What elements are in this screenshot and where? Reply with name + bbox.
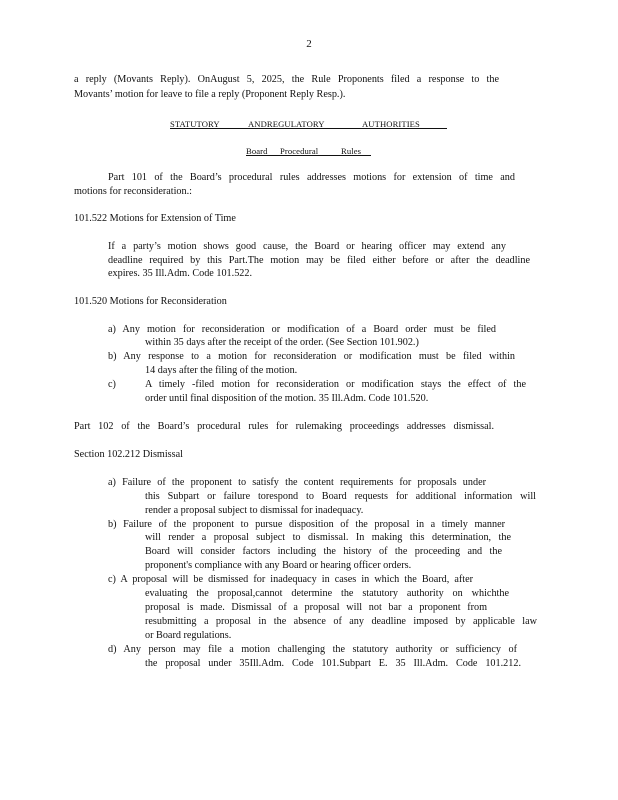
- heading-word-andregulatory: ANDREGULATORY: [248, 119, 325, 129]
- part102-line: Part 102 of the Board’s procedural rules for rulemaking proceedings addresses dismissal.: [74, 421, 494, 432]
- section-102212-title: Section 102.212 Dismissal: [74, 449, 183, 460]
- section-101520-item-c-label: c): [108, 379, 116, 390]
- subheading-word-rules: Rules: [341, 146, 362, 156]
- section-101520-item-a-1: a) Any motion for reconsideration or modification of a Board order must be filed: [108, 324, 496, 335]
- section-102212-item-c-4: resubmitting a proposal in the absence of any deadline imposed by applicable law: [145, 616, 537, 627]
- section-101520-title: 101.520 Motions for Reconsideration: [74, 296, 227, 307]
- section-101520-item-b-1: b) Any response to a motion for reconsideration or modification must be filed within: [108, 351, 515, 362]
- section-102212-item-b-4: proponent's compliance with any Board or hearing officer orders.: [145, 560, 412, 571]
- section-101520-item-c-1: A timely -filed motion for reconsideration or modification stays the effect of the: [145, 379, 526, 390]
- section-101520-item-b-2: 14 days after the filing of the motion.: [145, 365, 298, 376]
- section-102212-item-c-2: evaluating the proposal,cannot determine the statutory authority on whichthe: [145, 588, 509, 599]
- section-102212-item-c-1: c) A proposal will be dismissed for inadequacy in cases in which the Board, after: [108, 574, 473, 585]
- section-102212-item-d-1: d) Any person may file a motion challenging the statutory authority or sufficiency of: [108, 644, 517, 655]
- subheading-word-board: Board: [246, 146, 268, 156]
- section-102212-item-a-1: a) Failure of the proponent to satisfy the content requirements for proposals under: [108, 477, 486, 488]
- heading-word-authorities: AUTHORITIES: [362, 119, 420, 129]
- part101-line-1: Part 101 of the Board’s procedural rules addresses motions for extension of time and: [108, 172, 515, 183]
- section-101522-body-1: If a party’s motion shows good cause, the Board or hearing officer may extend any: [108, 241, 506, 252]
- section-101520-item-a-2: within 35 days after the receipt of the order. (See Section 101.902.): [145, 337, 419, 348]
- part101-line-2: motions for reconsideration.:: [74, 186, 192, 197]
- section-102212-item-b-3: Board will consider factors including the history of the proceeding and the: [145, 546, 502, 557]
- heading-word-statutory: STATUTORY: [170, 119, 220, 129]
- section-102212-item-a-2: this Subpart or failure torespond to Board requests for additional information will: [145, 491, 536, 502]
- section-101520-item-c-2: order until final disposition of the motion. 35 Ill.Adm. Code 101.520.: [145, 393, 429, 404]
- section-102212-item-b-1: b) Failure of the proponent to pursue disposition of the proposal in a timely manner: [108, 519, 505, 530]
- intro-line-1: a reply (Movants Reply). OnAugust 5, 2025, the Rule Proponents filed a response to the: [74, 74, 499, 85]
- page-number: 2: [306, 38, 312, 50]
- section-101522-title: 101.522 Motions for Extension of Time: [74, 213, 236, 224]
- section-102212-item-a-3: render a proposal subject to dismissal for inadequacy.: [145, 505, 364, 516]
- section-102212-item-c-5: or Board regulations.: [145, 630, 232, 641]
- section-heading: [170, 118, 447, 129]
- intro-line-2: Movants’ motion for leave to file a reply (Proponent Reply Resp.).: [74, 89, 346, 100]
- subheading: [246, 145, 371, 156]
- section-101522-body-3: expires. 35 Ill.Adm. Code 101.522.: [108, 268, 253, 279]
- subheading-word-procedural: Procedural: [280, 146, 319, 156]
- section-101522-body-2: deadline required by this Part.The motion may be filed either before or after the deadline: [108, 255, 530, 266]
- section-102212-item-b-2: will render a proposal subject to dismissal. In making this determination, the: [145, 532, 511, 543]
- section-102212-item-d-2: the proposal under 35Ill.Adm. Code 101.Subpart E. 35 Ill.Adm. Code 101.212.: [145, 658, 521, 669]
- section-102212-item-c-3: proposal is made. Dismissal of a proposal will not bar a proponent from: [145, 602, 487, 613]
